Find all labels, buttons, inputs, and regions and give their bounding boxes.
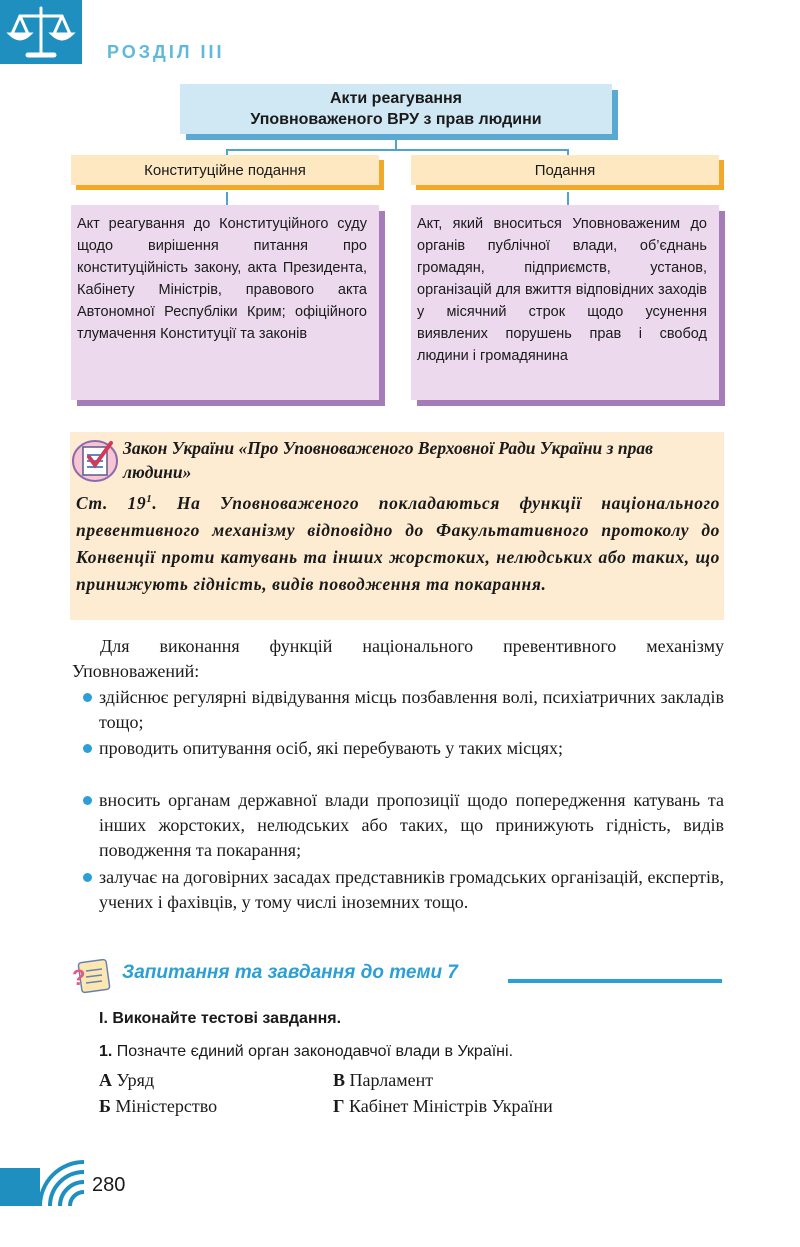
option-text: Міністерство [115, 1096, 218, 1116]
right-box-body: Акт, який вноситься Уповноваженим до органів публічної влади, об’єднань громадян, підприємств, установ, організацій для вжиття відповідних заходів у місячний строк щодо усунення виявлених порушень прав і свобод людини і громадянина [411, 205, 719, 400]
option-letter: Б [99, 1096, 111, 1116]
diagram-title-line1: Акти реагування [330, 90, 462, 107]
checklist-icon [71, 437, 121, 483]
footer-badge [0, 1168, 40, 1206]
option-text: Парламент [349, 1070, 434, 1090]
left-box-heading [71, 155, 379, 185]
page-number: 280 [92, 1174, 126, 1196]
law-article-text: . На Уповноваженого покладаються функції національного превентивного механізму відповідно до Факультативного протоколу до Конвенції проти катувань та інших жорстоких, нелюдських або таких, що принижують гідність, видів поводження та покарання. [76, 492, 720, 594]
question-text: Позначте єдиний орган законодавчої влади в Україні. [116, 1043, 514, 1060]
heading-rule [508, 979, 722, 983]
law-title: Закон України «Про Уповноваженого Верховної Ради України з прав людини» [123, 438, 653, 482]
intro-paragraph: Для виконання функцій національного превентивного механізму Уповноважений: [72, 636, 724, 681]
law-article: Ст. 19 [76, 492, 147, 513]
questions-icon [70, 957, 112, 995]
svg-text:?: ? [72, 965, 86, 990]
right-box-heading [411, 155, 719, 185]
diagram-title-line2: Уповноваженого ВРУ з прав людини [250, 111, 542, 128]
task-title: І. Виконайте тестові завдання. [99, 1010, 342, 1027]
connector-line [567, 192, 569, 205]
bullet-dot [83, 693, 92, 702]
bullet-item: вносить органам державної влади пропозиції щодо попередження катувань та інших жорстоких, нелюдських або таких, що принижують гідність, видів поводження та покарання; [99, 790, 724, 860]
answer-option-v[interactable] [333, 1070, 433, 1091]
connector-line [226, 149, 568, 151]
answer-option-b[interactable] [99, 1096, 217, 1117]
law-article-sup: 1 [146, 493, 153, 505]
right-box-heading-text: Подання [534, 162, 596, 179]
bullet-dot [83, 796, 92, 805]
left-box-heading-text: Конституційне подання [144, 162, 306, 179]
option-letter: В [333, 1070, 346, 1090]
answer-option-g[interactable] [333, 1096, 553, 1117]
option-letter: А [99, 1070, 112, 1090]
bullet-item: проводить опитування осіб, які перебувають у таких місцях; [99, 738, 564, 758]
option-text: Кабінет Міністрів України [348, 1096, 553, 1116]
question-1 [99, 1043, 513, 1061]
option-text: Уряд [116, 1070, 155, 1090]
answer-option-a[interactable] [99, 1070, 154, 1091]
signal-arcs-icon [40, 1160, 86, 1206]
bullet-dot [83, 873, 92, 882]
scales-of-justice-icon [0, 0, 82, 64]
bullet-item: залучає на договірних засадах представників громадських організацій, експертів, учених і фахівців, у тому числі іноземних тощо. [99, 867, 724, 912]
connector-line [226, 192, 228, 205]
left-box-body: Акт реагування до Конституційного суду щодо вирішення питання про конституційність закону, акта Президента, Кабінету Міністрів, правового акта Автономної Республіки Крим; офіційного тлумачення Конституції та законів [71, 205, 379, 400]
law-text [76, 486, 720, 598]
section-corner-badge [0, 0, 82, 64]
question-number: 1. [99, 1043, 113, 1060]
option-letter: Г [333, 1096, 345, 1116]
bullet-dot [83, 744, 92, 753]
diagram-title [180, 84, 612, 134]
questions-heading: Запитання та завдання до теми 7 [122, 962, 458, 983]
bullet-item: здійснює регулярні відвідування місць позбавлення волі, психіатричних закладів тощо; [99, 687, 724, 732]
section-label: РОЗДІЛ ІІІ [107, 42, 225, 62]
